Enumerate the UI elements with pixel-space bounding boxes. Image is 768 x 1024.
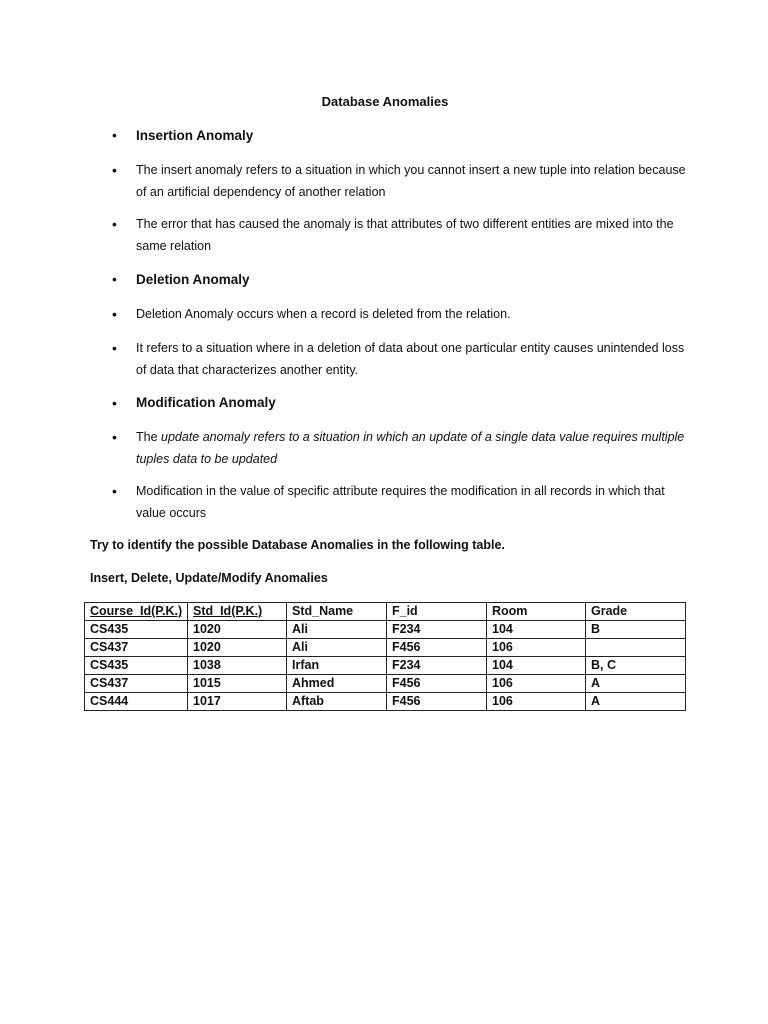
cell-course-id: CS437 xyxy=(85,639,188,657)
cell-course-id: CS437 xyxy=(85,675,188,693)
cell-std-id: 1015 xyxy=(188,675,287,693)
bullet-icon: • xyxy=(112,395,117,411)
cell-grade xyxy=(586,639,686,657)
header-std-name: Std_Name xyxy=(287,603,387,621)
cell-std-name: Ali xyxy=(287,621,387,639)
table-row xyxy=(85,621,686,639)
cell-std-name: Ahmed xyxy=(287,675,387,693)
cell-std-name: Ali xyxy=(287,639,387,657)
cell-course-id: CS444 xyxy=(85,693,188,711)
cell-std-id: 1020 xyxy=(188,621,287,639)
header-room: Room xyxy=(487,603,586,621)
bullet-icon: • xyxy=(112,162,117,178)
cell-std-name: Irfan xyxy=(287,657,387,675)
document-title: Database Anomalies xyxy=(321,94,449,109)
deletion-point-2: It refers to a situation where in a deletion of data about one particular entity causes unintended loss of data that characterizes another entity. xyxy=(136,341,685,377)
cell-std-id: 1038 xyxy=(188,657,287,675)
modification-point-1-lead: The xyxy=(136,430,162,444)
cell-grade: A xyxy=(586,675,686,693)
header-f-id: F_id xyxy=(387,603,487,621)
instruction-text: Try to identify the possible Database Anomalies in the following table. xyxy=(90,538,505,552)
modification-point-1-italic: update anomaly refers to a situation in which an update of a single data value requires multiple tuples data to be updated xyxy=(136,430,685,466)
cell-grade: A xyxy=(586,693,686,711)
header-grade: Grade xyxy=(586,603,686,621)
cell-grade: B, C xyxy=(586,657,686,675)
section-heading-deletion: Deletion Anomaly xyxy=(136,272,250,287)
cell-f-id: F234 xyxy=(387,657,487,675)
bullet-icon: • xyxy=(112,216,117,232)
bullet-icon: • xyxy=(112,483,117,499)
bullet-icon: • xyxy=(112,127,117,143)
deletion-point-1: Deletion Anomaly occurs when a record is deleted from the relation. xyxy=(136,307,511,321)
cell-room: 104 xyxy=(487,621,586,639)
modification-point-2: Modification in the value of specific attribute requires the modification in all records in which that value occurs xyxy=(136,484,665,520)
cell-course-id: CS435 xyxy=(85,657,188,675)
cell-std-id: 1017 xyxy=(188,693,287,711)
table-subheading: Insert, Delete, Update/Modify Anomalies xyxy=(90,571,328,585)
cell-f-id: F456 xyxy=(387,639,487,657)
section-heading-insertion: Insertion Anomaly xyxy=(136,128,254,143)
cell-f-id: F456 xyxy=(387,675,487,693)
header-course-id: Course_Id(P.K.) xyxy=(85,603,188,621)
section-heading-modification: Modification Anomaly xyxy=(136,395,276,410)
cell-std-name: Aftab xyxy=(287,693,387,711)
cell-room: 106 xyxy=(487,675,586,693)
cell-grade: B xyxy=(586,621,686,639)
anomalies-table xyxy=(84,602,686,711)
table-row xyxy=(85,675,686,693)
cell-room: 104 xyxy=(487,657,586,675)
table-header-row xyxy=(85,603,686,621)
cell-course-id: CS435 xyxy=(85,621,188,639)
insertion-point-2: The error that has caused the anomaly is that attributes of two different entities are mixed into the same relation xyxy=(136,217,674,253)
cell-f-id: F456 xyxy=(387,693,487,711)
cell-room: 106 xyxy=(487,639,586,657)
table-row xyxy=(85,639,686,657)
cell-std-id: 1020 xyxy=(188,639,287,657)
bullet-icon: • xyxy=(112,429,117,445)
cell-room: 106 xyxy=(487,693,586,711)
insertion-point-1: The insert anomaly refers to a situation in which you cannot insert a new tuple into relation because of an artificial dependency of another relation xyxy=(136,163,686,199)
table-row xyxy=(85,693,686,711)
header-std-id: Std_Id(P.K.) xyxy=(188,603,287,621)
bullet-icon: • xyxy=(112,340,117,356)
modification-point-1 xyxy=(136,426,696,470)
bullet-icon: • xyxy=(112,306,117,322)
bullet-icon: • xyxy=(112,271,117,287)
table-row xyxy=(85,657,686,675)
cell-f-id: F234 xyxy=(387,621,487,639)
